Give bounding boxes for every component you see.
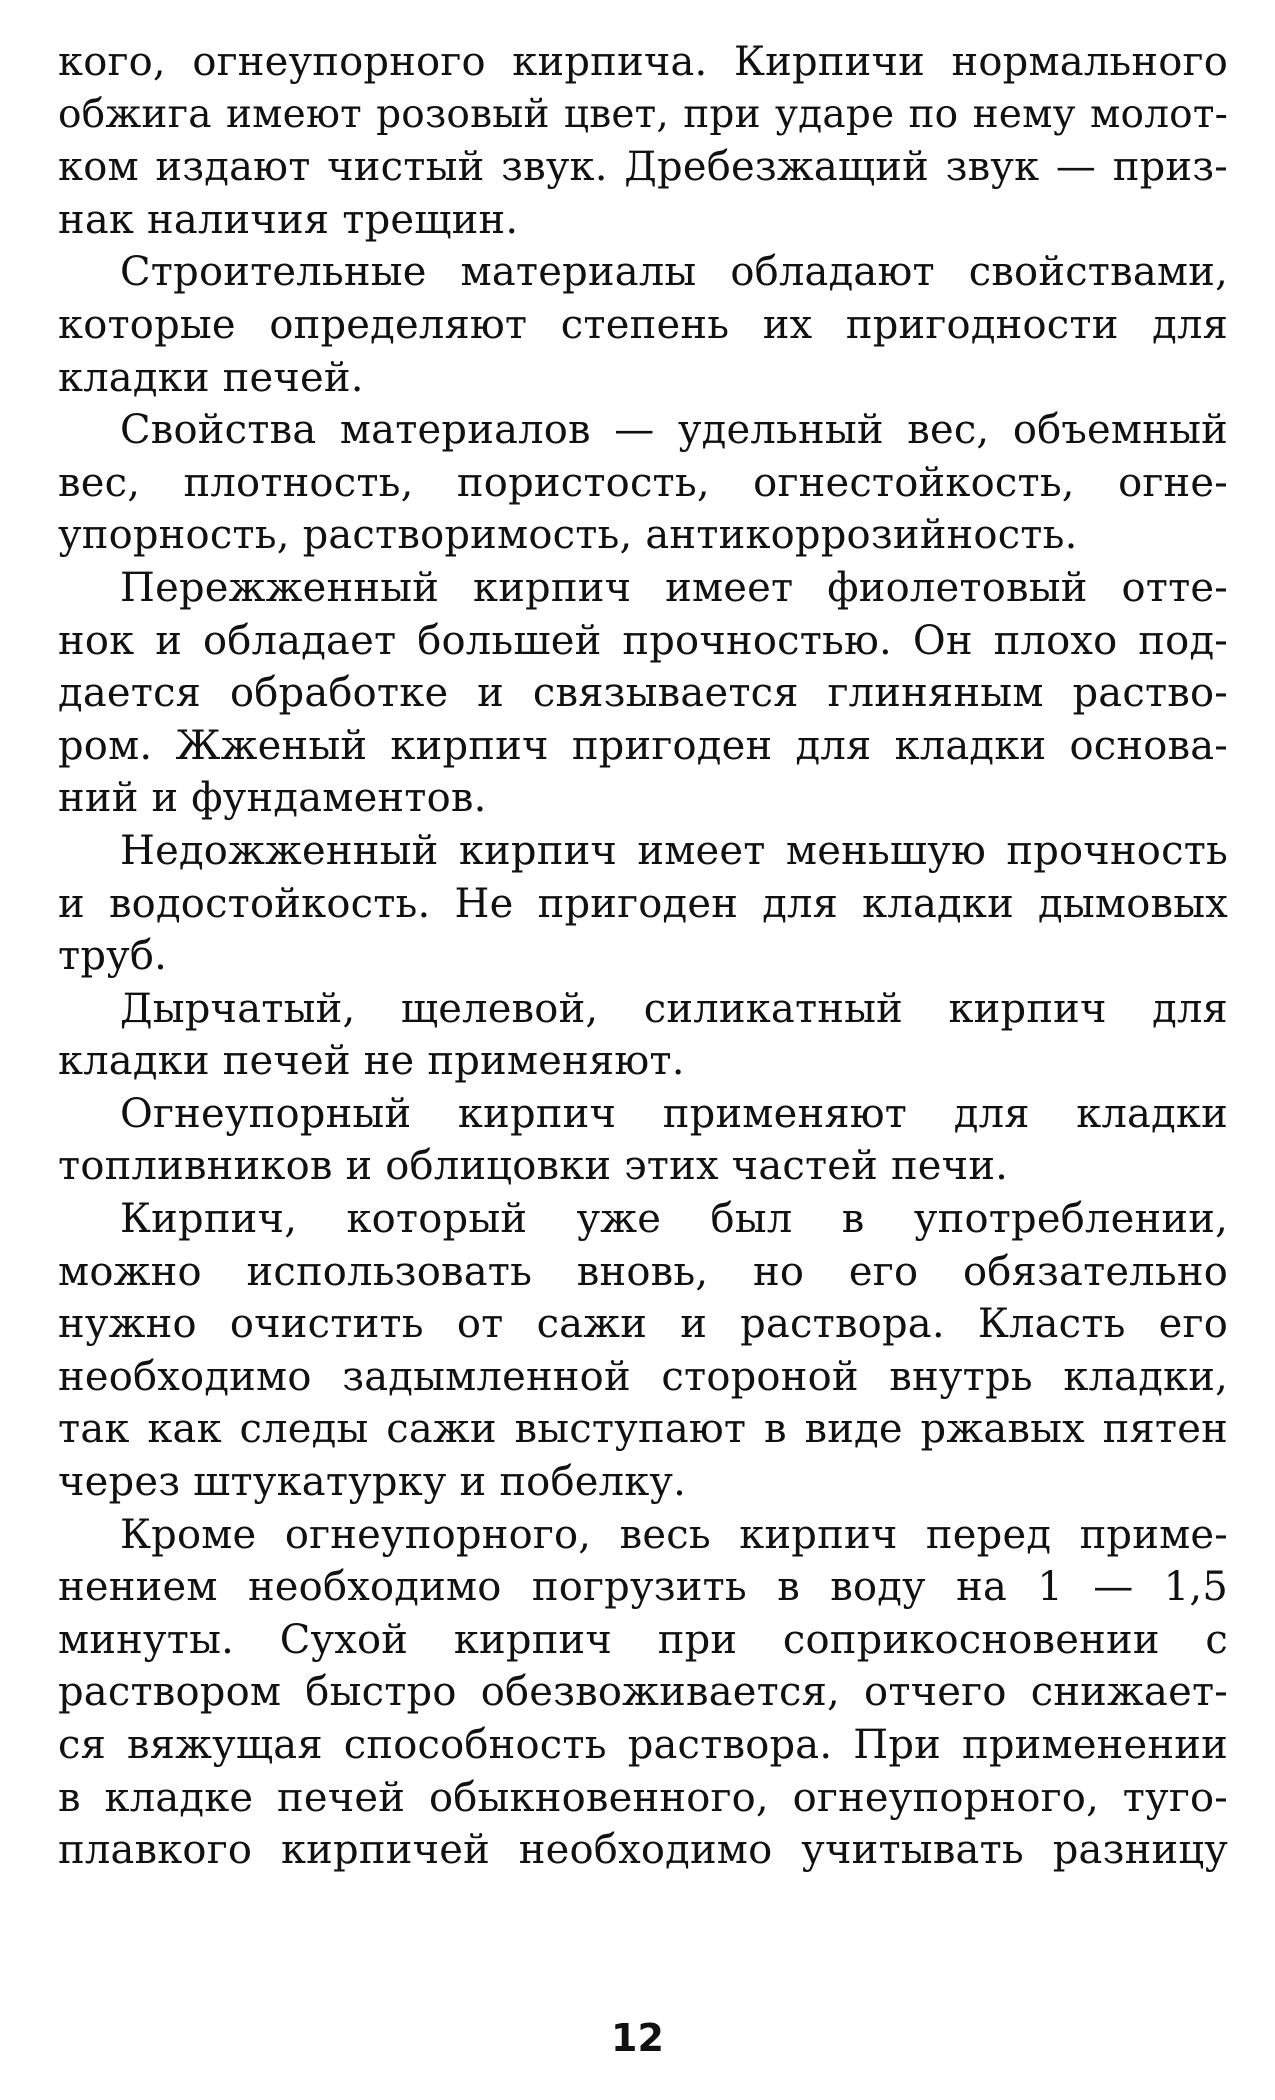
text-line: которые определяют степень их пригодности для — [58, 301, 1228, 348]
text-line: Свойства материалов — удельный вес, объемный — [120, 407, 1228, 454]
text-line: вес, плотность, пористость, огнестойкость, огне- — [58, 459, 1228, 506]
text-line: раствором быстро обезвоживается, отчего снижает- — [58, 1669, 1228, 1716]
text-line: ся вяжущая способность раствора. При применении — [58, 1722, 1228, 1768]
text-line: кладки печей не применяют. — [58, 1038, 685, 1085]
text-line: топливников и облицовки этих частей печи. — [58, 1143, 1009, 1190]
text-line: нок и обладает большей прочностью. Он плохо под- — [58, 617, 1228, 664]
text-line: Огнеупорный кирпич применяют для кладки — [120, 1090, 1228, 1137]
text-line: и водостойкость. Не пригоден для кладки дымовых — [58, 880, 1228, 927]
text-line: ком издают чистый звук. Дребезжащий звук — приз- — [58, 144, 1228, 191]
text-line: Пережженный кирпич имеет фиолетовый отте- — [120, 564, 1228, 611]
text-line: Дырчатый, щелевой, силикатный кирпич для — [120, 985, 1228, 1032]
text-line: нужно очистить от сажи и раствора. Класть его — [58, 1301, 1228, 1348]
text-line: Кроме огнеупорного, весь кирпич перед приме- — [120, 1511, 1228, 1558]
text-line: через штукатурку и побелку. — [58, 1459, 687, 1506]
text-line: обжига имеют розовый цвет, при ударе по нему молот- — [58, 91, 1228, 137]
text-line: нением необходимо погрузить в воду на 1 — 1,5 — [58, 1564, 1228, 1611]
text-line: ний и фундаментов. — [58, 775, 487, 822]
text-line: Кирпич, который уже был в употреблении, — [120, 1196, 1228, 1243]
text-line: кого, огнеупорного кирпича. Кирпичи нормального — [58, 39, 1228, 85]
text-line: необходимо задымленной стороной внутрь кладки, — [58, 1353, 1228, 1400]
text-line: труб. — [58, 933, 168, 980]
text-line: в кладке печей обыкновенного, огнеупорного, туго- — [58, 1774, 1228, 1821]
text-line: плавкого кирпичей необходимо учитывать разницу — [58, 1827, 1228, 1874]
text-line: ром. Жженый кирпич пригоден для кладки основа- — [58, 722, 1228, 769]
text-line: можно использовать вновь, но его обязательно — [58, 1248, 1228, 1295]
text-line: Строительные материалы обладают свойствами, — [120, 249, 1228, 296]
text-line: упорность, растворимость, антикоррозийность. — [58, 512, 1078, 559]
text-line: минуты. Сухой кирпич при соприкосновении с — [58, 1616, 1228, 1663]
text-line: так как следы сажи выступают в виде ржавых пятен — [58, 1406, 1228, 1453]
text-line: Недожженный кирпич имеет меньшую прочность — [120, 827, 1228, 874]
text-line: нак наличия трещин. — [58, 196, 519, 243]
text-line: кладки печей. — [58, 354, 364, 401]
text-line: дается обработке и связывается глиняным раство- — [58, 670, 1228, 717]
body-text — [58, 36, 1228, 1877]
page-number: 12 — [611, 2016, 664, 2060]
